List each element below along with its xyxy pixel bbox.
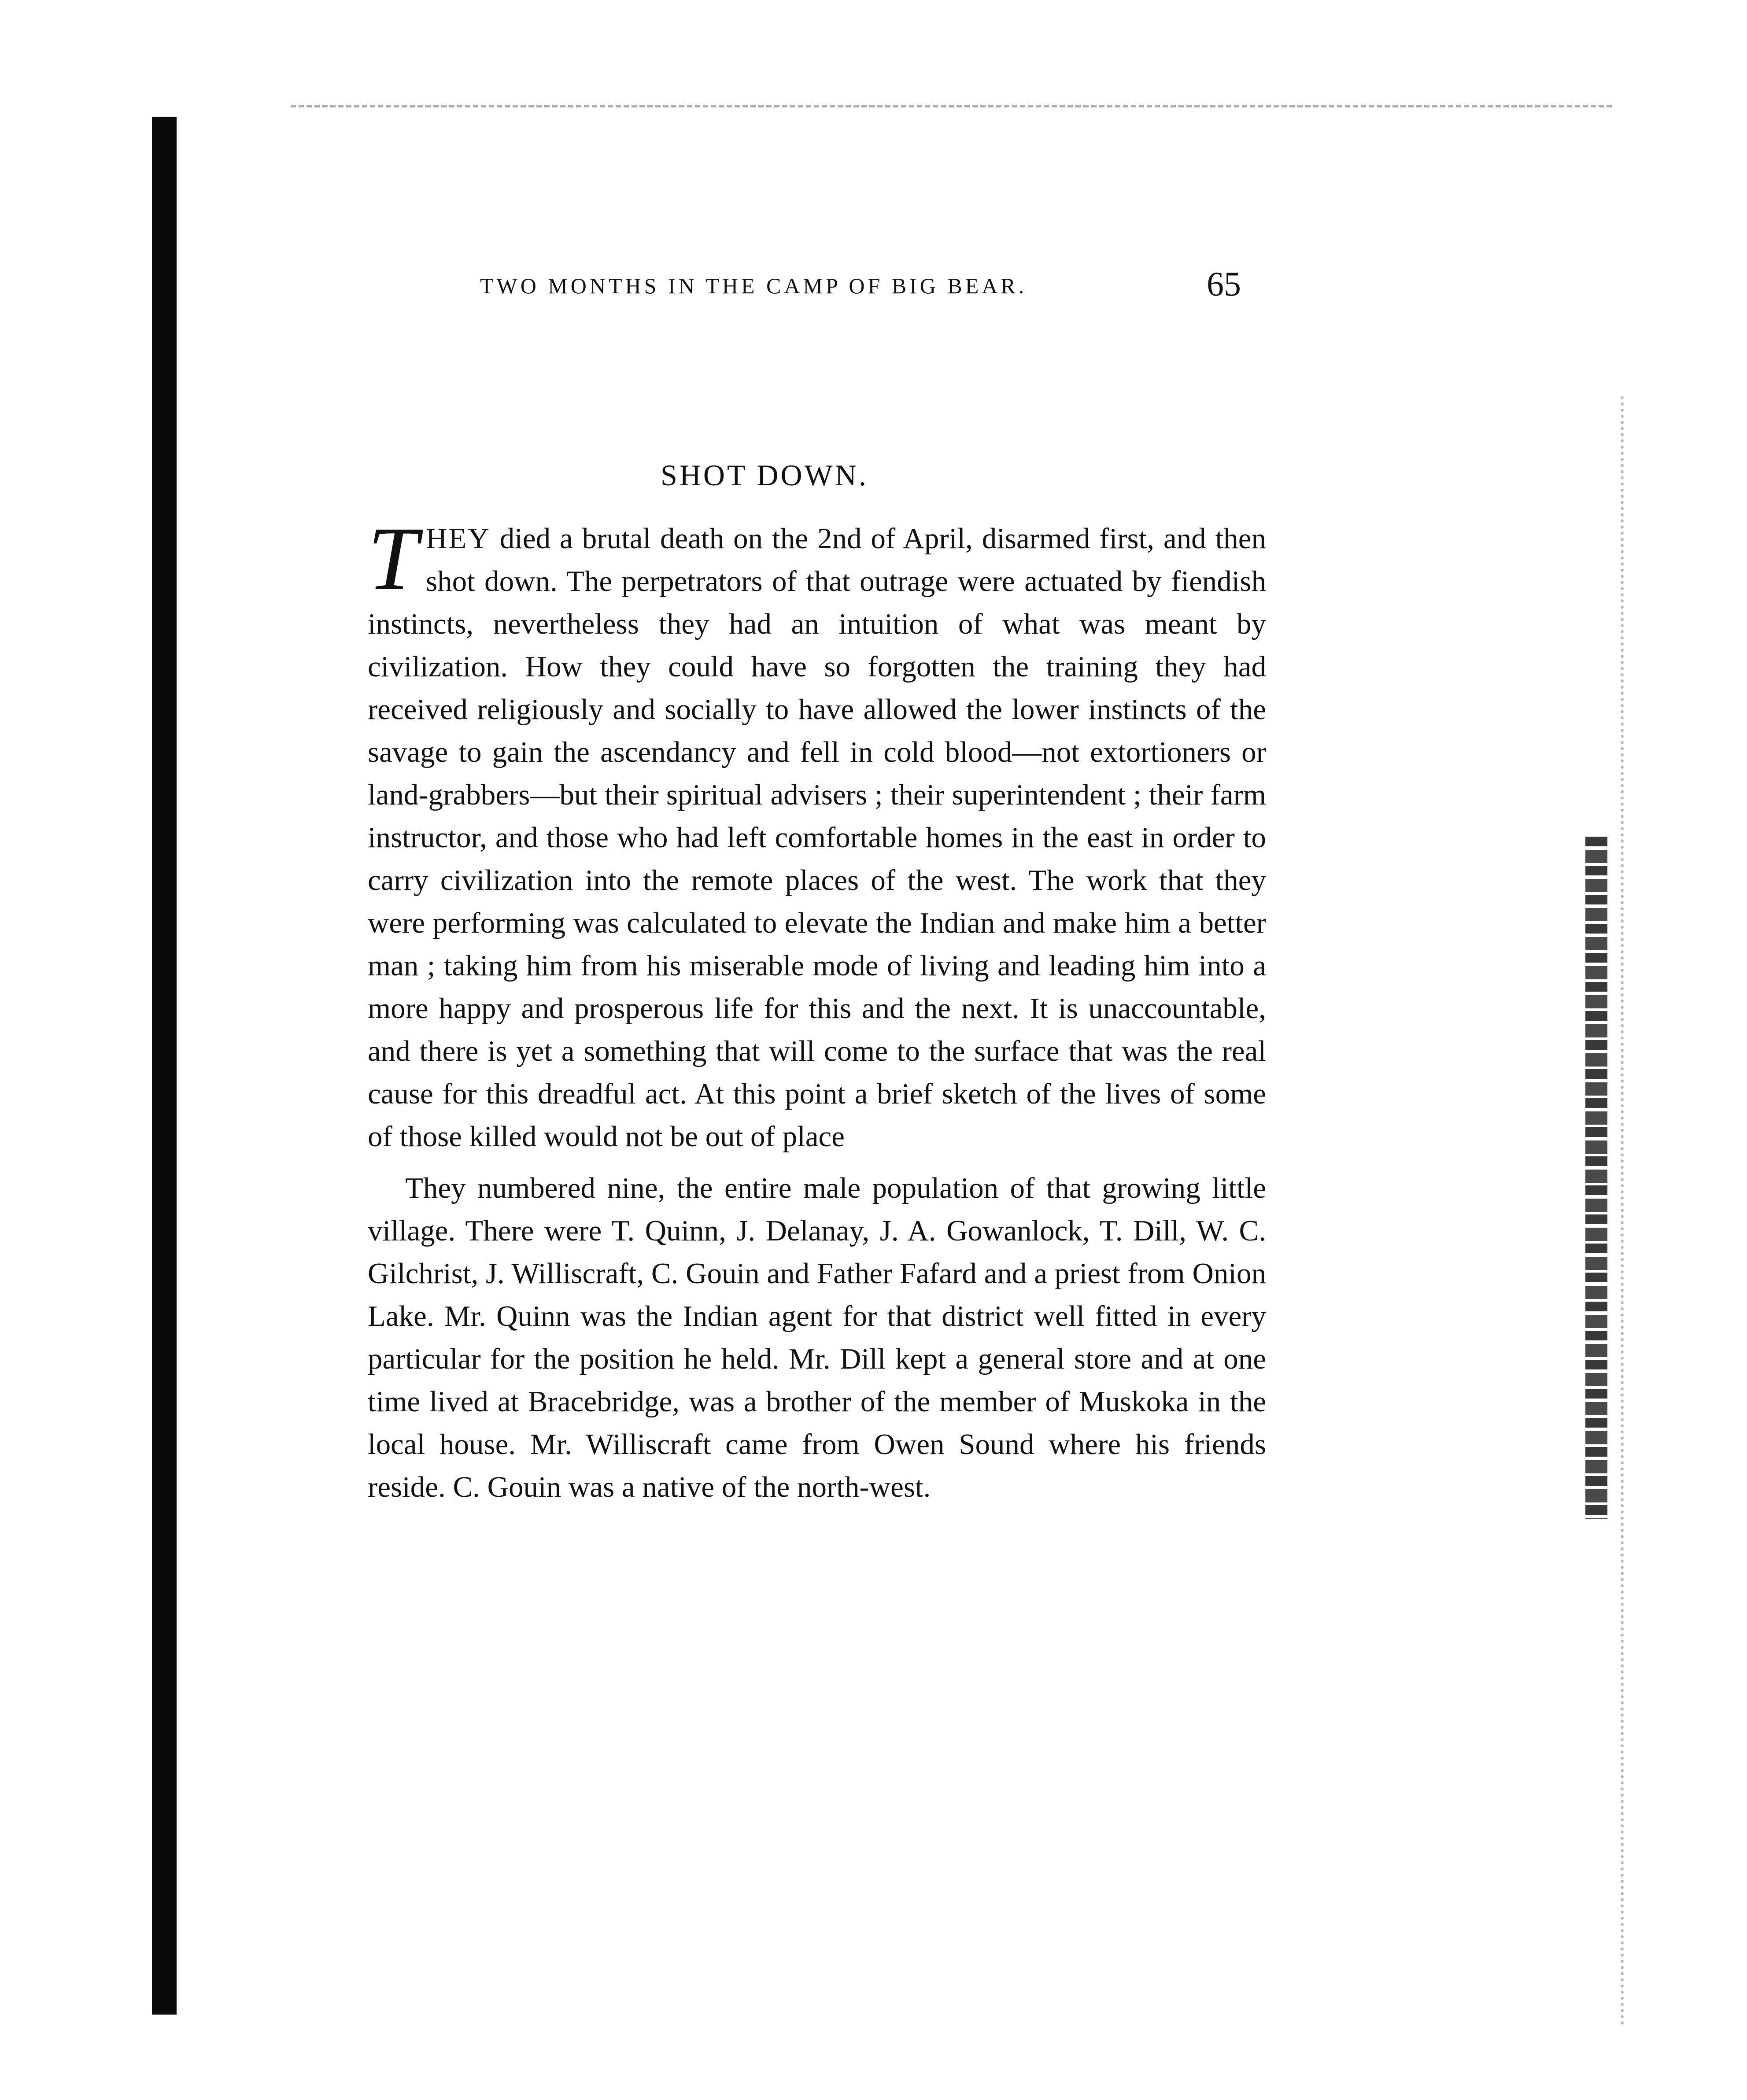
- running-title: TWO MONTHS IN THE CAMP OF BIG BEAR.: [480, 273, 1027, 298]
- scan-edge-dots: [1621, 396, 1627, 2026]
- chapter-title: SHOT DOWN.: [661, 458, 868, 492]
- drop-cap: T: [368, 509, 418, 609]
- running-head: [462, 264, 1264, 313]
- first-word: HEY: [426, 522, 491, 555]
- paragraph-text: died a brutal death on the 2nd of April, disarmed first, and then shot down. The perpetrators of that outrage were actuated by fiendish instincts, nevertheless they had an intuition of what was meant by civilization. How they could have so forgotten the training they had received religiously and socially to have allowed the lower instincts of the savage to gain the ascendancy and fell in cold blood—not extortioners or land-grabbers—but their spiritual advisers ; their superintendent ; their farm instructor, and those who had left comfortable homes in the east in order to carry civilization into the remote places of the west. The work that they were performing was calculated to elevate the Indian and make him a better man ; taking him from his miserable mode of living and leading him into a more happy and prosperous life for this and the next. It is unaccountable, and there is yet a something that will come to the surface that was the real cause for this dreadful act. At this point a brief sketch of the lives of some of those killed would not be out of place: [368, 522, 1267, 1153]
- binding-edge: [152, 117, 177, 2015]
- body-text: [368, 509, 1267, 1509]
- scan-edge-noise: [1585, 837, 1607, 1519]
- paragraph: [368, 509, 1267, 1158]
- paragraph: They numbered nine, the entire male population of that growing little village. There were T. Quinn, J. Delanay, J. A. Gowanlock, T. Dill, W. C. Gilchrist, J. Williscraft, C. Gouin and Father Fafard and a priest from Onion Lake. Mr. Quinn was the Indian agent for that district well fitted in every particular for the position he held. Mr. Dill kept a general store and at one time lived at Bracebridge, was a brother of the member of Muskoka in the local house. Mr. Williscraft came from Owen Sound where his friends reside. C. Gouin was a native of the north-west.: [368, 1172, 1266, 1503]
- scan-top-rule: [291, 105, 1612, 107]
- page-number: 65: [1207, 265, 1241, 303]
